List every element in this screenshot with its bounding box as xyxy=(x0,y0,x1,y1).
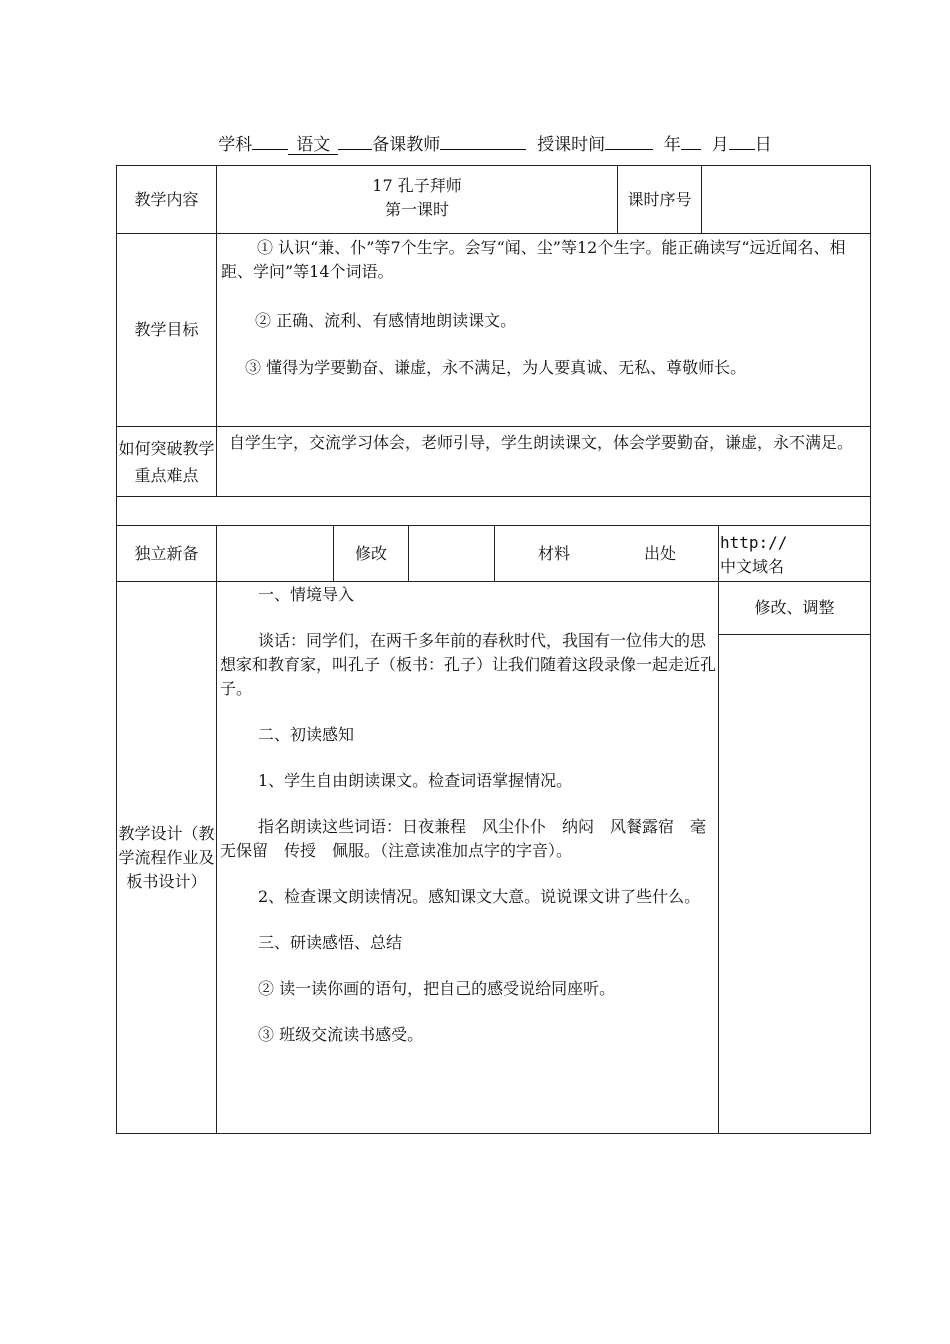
section-3-item-2: ② 读一读你画的语句，把自己的感受说给同座听。 xyxy=(258,979,616,998)
month-label: 月 xyxy=(711,135,729,155)
design-content xyxy=(220,583,717,1047)
day-label: 日 xyxy=(754,135,772,155)
objectives-label: 教学目标 xyxy=(134,320,199,339)
section-2-item-1: 1、学生自由朗读课文。检查词语掌握情况。 xyxy=(258,771,573,790)
subject-label: 学科 xyxy=(218,135,253,155)
url-cell xyxy=(720,531,870,579)
objective-2: ② 正确、流利、有感情地朗读课文。 xyxy=(255,311,517,330)
modify-label: 修改 xyxy=(354,543,387,563)
row-divider xyxy=(116,233,871,234)
lesson-title-cell xyxy=(217,174,617,230)
section-1-title: 一、情境导入 xyxy=(258,585,355,604)
col-divider xyxy=(408,525,409,581)
objectives-cell xyxy=(221,236,869,380)
period-no-label: 课时序号 xyxy=(627,189,692,209)
col-divider xyxy=(494,525,495,581)
objective-1: ① 认识“兼、仆”等7个生字。会写“闻、尘”等12个生字。能正确读写“远近闻名、相距、学问”等14个词语。 xyxy=(221,238,846,281)
header-line xyxy=(0,130,950,155)
lesson-title: 17 孔子拜师 xyxy=(372,176,462,195)
row-divider xyxy=(116,496,871,497)
domain-text: 中文域名 xyxy=(720,557,785,576)
teacher-label: 备课教师 xyxy=(372,135,441,155)
lesson-period: 第一课时 xyxy=(384,200,449,219)
independent-label: 独立新备 xyxy=(134,543,199,563)
year-label: 年 xyxy=(663,135,681,155)
period-no-value xyxy=(702,166,870,233)
time-label: 授课时间 xyxy=(537,135,606,155)
row-divider xyxy=(116,426,871,427)
row-divider xyxy=(718,634,871,635)
section-2-item-2: 2、检查课文朗读情况。感知课文大意。说说课文讲了些什么。 xyxy=(258,887,701,906)
breakthrough-text: 自学生字，交流学习体会，老师引导，学生朗读课文，体会学要勤奋，谦虚，永不满足。 xyxy=(229,433,854,452)
section-2-words: 指名朗读这些词语：日夜兼程 风尘仆仆 纳闷 风餐露宿 毫无保留 传授 佩服。（注意读准加点字的字音）。 xyxy=(220,817,707,860)
breakthrough-label: 如何突破教学重点难点 xyxy=(118,438,215,485)
adjust-label: 修改、调整 xyxy=(754,598,835,617)
section-3-item-3: ③ 班级交流读书感受。 xyxy=(258,1025,424,1044)
material-label: 材料 xyxy=(537,543,570,563)
section-3-title: 三、研读感悟、总结 xyxy=(258,933,403,952)
subject-value: 语文 xyxy=(288,136,338,155)
source-label: 出处 xyxy=(643,543,676,563)
col-divider xyxy=(216,525,217,1134)
table-border-right xyxy=(870,165,871,1134)
breakthrough-cell xyxy=(220,431,870,455)
url-text: http:// xyxy=(720,533,788,552)
section-1-text: 谈话：同学们，在两千多年前的春秋时代，我国有一位伟大的思想家和教育家，叫孔子（板书：孔子）让我们随着这段录像一起走近孔子。 xyxy=(220,631,717,698)
teacher-value xyxy=(440,149,526,150)
objective-3: ③ 懂得为学要勤奋、谦虚，永不满足，为人要真诚、无私、尊敬师长。 xyxy=(245,358,747,377)
design-label: 教学设计（教学流程作业及板书设计） xyxy=(118,823,215,891)
content-label: 教学内容 xyxy=(134,189,199,209)
section-2-title: 二、初读感知 xyxy=(258,725,355,744)
table-border-bottom xyxy=(116,1133,871,1134)
